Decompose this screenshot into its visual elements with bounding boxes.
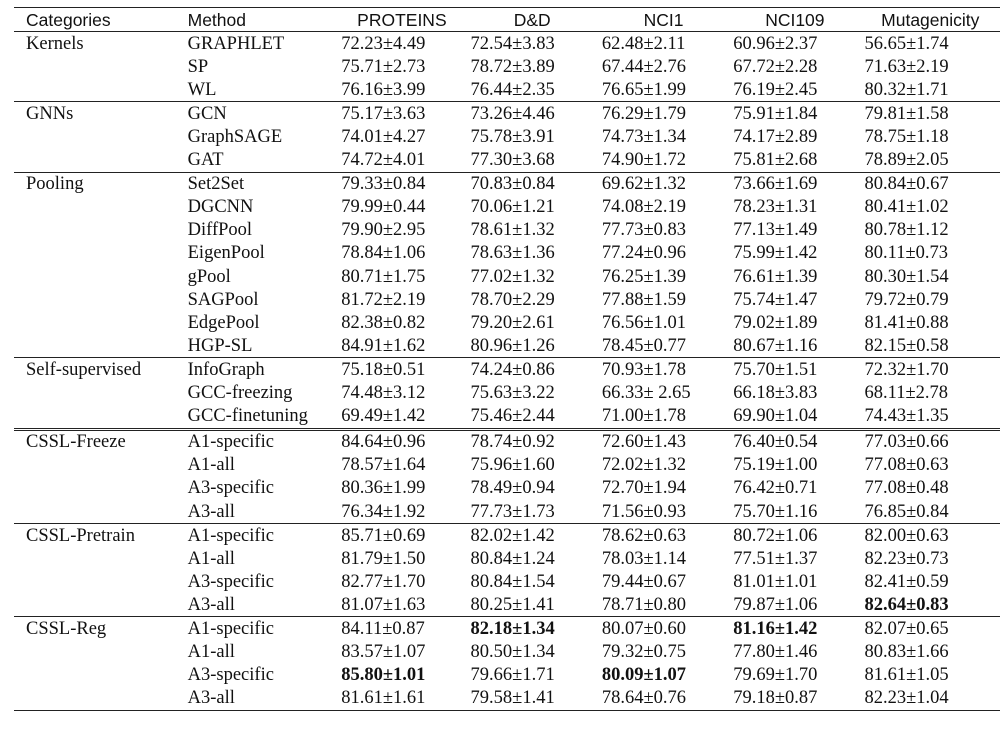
value-cell-mutagenicity: 81.41±0.88 [864, 312, 949, 333]
table-row [14, 477, 1000, 500]
value-cell-nci1: 80.07±0.60 [598, 617, 729, 641]
category-cell [14, 334, 176, 358]
value-cell-proteins: 78.84±1.06 [341, 243, 426, 264]
category-cell [14, 593, 176, 617]
value-cell-mutagenicity: 82.00±0.63 [861, 524, 1000, 548]
value-cell-dd: 75.96±1.60 [470, 455, 555, 476]
value-cell-mutagenicity: 56.65±1.74 [864, 33, 949, 54]
value-cell-nci109: 79.18±0.87 [729, 687, 860, 711]
header-nci1: NCI1 [598, 8, 729, 32]
header-method: Method [176, 8, 338, 32]
value-cell-nci1: 79.32±0.75 [601, 642, 687, 663]
category-cell [14, 641, 176, 664]
category-cell [14, 454, 176, 477]
category-cell [14, 687, 176, 711]
value-cell-nci109: 69.90±1.04 [733, 406, 818, 427]
value-cell-nci109: 77.80±1.46 [733, 642, 818, 663]
value-cell-proteins: 84.91±1.62 [341, 335, 426, 356]
value-cell-nci109: 75.81±2.68 [733, 150, 818, 171]
value-cell-mutagenicity: 76.85±0.84 [864, 501, 949, 522]
category-cell: Self-supervised [14, 358, 176, 382]
value-cell-mutagenicity: 77.08±0.48 [864, 478, 949, 499]
value-cell-mutagenicity: 80.11±0.73 [864, 243, 948, 264]
value-cell-nci1: 72.60±1.43 [598, 429, 729, 454]
table-row [14, 547, 1000, 570]
method-cell: DGCNN [187, 197, 254, 218]
method-cell: A1-all [187, 455, 235, 476]
value-cell-dd: 75.63±3.22 [470, 383, 555, 404]
value-cell-mutagenicity: 82.07±0.65 [861, 617, 1000, 641]
value-cell-dd: 78.49±0.94 [470, 478, 555, 499]
method-cell: A1-all [187, 642, 235, 663]
table-row [14, 55, 1000, 78]
method-cell: A3-specific [187, 665, 274, 686]
value-cell-mutagenicity: 72.32±1.70 [861, 358, 1000, 382]
value-cell-dd: 80.84±1.24 [470, 548, 555, 569]
value-cell-nci109: 76.40±0.54 [729, 429, 860, 454]
value-cell-dd: 79.20±2.61 [470, 312, 555, 333]
value-cell-dd: 78.70±2.29 [470, 289, 555, 310]
header-categories: Categories [14, 8, 176, 32]
value-cell-mutagenicity: 78.89±2.05 [864, 150, 949, 171]
table-body [14, 32, 1000, 711]
value-cell-dd: 80.50±1.34 [470, 642, 555, 663]
method-cell: Set2Set [176, 172, 338, 196]
value-cell-dd: 80.25±1.41 [470, 594, 555, 615]
value-cell-proteins: 80.36±1.99 [341, 478, 426, 499]
category-cell [14, 547, 176, 570]
method-cell: A3-all [187, 594, 235, 615]
value-cell-nci1: 77.88±1.59 [601, 289, 687, 310]
value-cell-proteins: 82.77±1.70 [341, 571, 426, 592]
value-cell-nci109: 67.72±2.28 [733, 56, 818, 77]
method-cell: A1-specific [176, 429, 338, 454]
category-cell: GNNs [14, 102, 176, 126]
value-cell-proteins: 84.11±0.87 [337, 617, 466, 641]
value-cell-dd: 78.74±0.92 [467, 429, 598, 454]
value-cell-mutagenicity: 82.23±0.73 [864, 548, 949, 569]
value-cell-nci109: 75.74±1.47 [733, 289, 818, 310]
method-cell: GCC-finetuning [187, 406, 308, 427]
value-cell-proteins: 79.99±0.44 [341, 197, 426, 218]
category-cell [14, 78, 176, 102]
value-cell-nci1: 77.24±0.96 [601, 243, 687, 264]
value-cell-nci1: 66.33± 2.65 [601, 383, 691, 404]
value-cell-mutagenicity: 79.72±0.79 [864, 289, 949, 310]
table-row [14, 429, 1000, 454]
category-cell: Pooling [14, 172, 176, 196]
value-cell-dd: 70.83±0.84 [467, 172, 598, 196]
category-cell [14, 500, 176, 524]
value-cell-dd: 77.73±1.73 [470, 501, 555, 522]
value-cell-proteins: 75.71±2.73 [341, 56, 426, 77]
table-row [14, 172, 1000, 196]
value-cell-proteins: 74.01±4.27 [341, 127, 426, 148]
value-cell-nci1: 76.56±1.01 [601, 312, 687, 333]
method-cell: EdgePool [187, 312, 260, 333]
value-cell-dd: 80.96±1.26 [470, 335, 555, 356]
method-cell: SP [187, 56, 209, 77]
value-cell-nci1: 79.44±0.67 [601, 571, 687, 592]
category-cell [14, 288, 176, 311]
table-row [14, 570, 1000, 593]
value-cell-mutagenicity: 81.61±1.05 [864, 665, 949, 686]
value-cell-nci109: 76.42±0.71 [733, 478, 818, 499]
value-cell-proteins: 72.23±4.49 [341, 33, 426, 54]
value-cell-nci1: 72.02±1.32 [601, 455, 687, 476]
table-row [14, 664, 1000, 687]
value-cell-proteins: 74.48±3.12 [341, 383, 426, 404]
value-cell-nci1: 78.64±0.76 [598, 687, 729, 711]
value-cell-proteins: 81.72±2.19 [341, 289, 426, 310]
method-cell: A1-specific [176, 617, 338, 641]
value-cell-proteins: 80.71±1.75 [341, 266, 426, 287]
value-cell-proteins: 81.07±1.63 [341, 594, 426, 615]
table-row [14, 32, 1000, 56]
method-cell: SAGPool [187, 289, 259, 310]
value-cell-nci1: 74.90±1.72 [601, 150, 687, 171]
value-cell-proteins: 75.18±0.51 [337, 358, 466, 382]
value-cell-nci1: 76.29±1.79 [598, 102, 729, 126]
value-cell-proteins: 74.72±4.01 [341, 150, 426, 171]
value-cell-nci109: 76.19±2.45 [733, 79, 818, 100]
category-cell [14, 311, 176, 334]
method-cell: DiffPool [187, 220, 253, 241]
method-cell: gPool [187, 266, 231, 287]
value-cell-dd: 79.58±1.41 [467, 687, 598, 711]
value-cell-nci109: 81.01±1.01 [733, 571, 818, 592]
value-cell-proteins: 83.57±1.07 [341, 642, 426, 663]
value-cell-nci109: 77.51±1.37 [733, 548, 818, 569]
header-dd: D&D [467, 8, 598, 32]
category-cell [14, 219, 176, 242]
value-cell-nci109: 78.23±1.31 [733, 197, 818, 218]
value-cell-dd: 80.84±1.54 [470, 571, 555, 592]
table-row [14, 500, 1000, 524]
value-cell-mutagenicity: 80.30±1.54 [864, 266, 949, 287]
value-cell-nci1: 67.44±2.76 [601, 56, 687, 77]
value-cell-nci109: 60.96±2.37 [733, 33, 818, 54]
value-cell-dd: 82.02±1.42 [467, 524, 598, 548]
value-cell-nci1: 78.71±0.80 [601, 594, 687, 615]
value-cell-nci1: 76.65±1.99 [601, 79, 687, 100]
value-cell-nci109: 80.67±1.16 [733, 335, 818, 356]
table-row [14, 358, 1000, 382]
value-cell-nci1: 74.08±2.19 [601, 197, 687, 218]
table-row [14, 334, 1000, 358]
value-cell-proteins: 81.61±1.61 [337, 687, 466, 711]
value-cell-mutagenicity: 78.75±1.18 [864, 127, 949, 148]
value-cell-mutagenicity: 80.78±1.12 [864, 220, 949, 241]
category-cell [14, 382, 176, 405]
table-row [14, 382, 1000, 405]
value-cell-proteins: 79.33±0.84 [337, 172, 466, 196]
value-cell-nci109: 79.69±1.70 [733, 665, 818, 686]
header-proteins: PROTEINS [337, 8, 466, 32]
method-cell: GAT [187, 150, 224, 171]
value-cell-proteins: 81.79±1.50 [341, 548, 426, 569]
value-cell-nci109: 75.70±1.16 [733, 501, 818, 522]
value-cell-proteins: 75.17±3.63 [337, 102, 466, 126]
value-cell-dd: 75.78±3.91 [470, 127, 555, 148]
value-cell-nci1: 80.09±1.07 [601, 665, 687, 686]
value-cell-mutagenicity: 80.41±1.02 [864, 197, 949, 218]
method-cell: HGP-SL [187, 335, 253, 356]
category-cell [14, 477, 176, 500]
table-row [14, 405, 1000, 430]
value-cell-nci1: 70.93±1.78 [598, 358, 729, 382]
method-cell: GRAPHLET [187, 33, 285, 54]
table-row [14, 288, 1000, 311]
value-cell-nci109: 66.18±3.83 [733, 383, 818, 404]
results-table [14, 7, 1000, 711]
method-cell: A1-all [187, 548, 235, 569]
category-cell [14, 196, 176, 219]
value-cell-nci109: 80.72±1.06 [729, 524, 860, 548]
value-cell-dd: 75.46±2.44 [470, 406, 555, 427]
value-cell-mutagenicity: 82.23±1.04 [861, 687, 1000, 711]
table-row [14, 102, 1000, 126]
value-cell-mutagenicity: 74.43±1.35 [864, 406, 949, 427]
value-cell-nci109: 77.13±1.49 [733, 220, 818, 241]
method-cell: A3-all [187, 501, 235, 522]
value-cell-dd: 77.02±1.32 [470, 266, 555, 287]
value-cell-mutagenicity: 79.81±1.58 [861, 102, 1000, 126]
value-cell-nci1: 69.62±1.32 [598, 172, 729, 196]
value-cell-nci1: 74.73±1.34 [601, 127, 687, 148]
method-cell: GCN [176, 102, 338, 126]
table-row [14, 149, 1000, 173]
value-cell-dd: 70.06±1.21 [470, 197, 555, 218]
value-cell-dd: 73.26±4.46 [467, 102, 598, 126]
table-row [14, 687, 1000, 711]
value-cell-dd: 76.44±2.35 [470, 79, 555, 100]
value-cell-proteins: 69.49±1.42 [341, 406, 426, 427]
category-cell: CSSL-Pretrain [14, 524, 176, 548]
value-cell-proteins: 85.71±0.69 [337, 524, 466, 548]
category-cell [14, 664, 176, 687]
table-row [14, 641, 1000, 664]
category-cell [14, 405, 176, 430]
category-cell [14, 242, 176, 265]
value-cell-proteins: 79.90±2.95 [341, 220, 426, 241]
value-cell-dd: 78.72±3.89 [470, 56, 555, 77]
value-cell-proteins: 85.80±1.01 [341, 665, 426, 686]
value-cell-nci109: 75.70±1.51 [729, 358, 860, 382]
category-cell: CSSL-Freeze [14, 429, 176, 454]
value-cell-dd: 74.24±0.86 [467, 358, 598, 382]
table-row [14, 242, 1000, 265]
value-cell-nci109: 75.19±1.00 [733, 455, 818, 476]
value-cell-nci1: 72.70±1.94 [601, 478, 687, 499]
table-row [14, 454, 1000, 477]
value-cell-mutagenicity: 71.63±2.19 [864, 56, 949, 77]
value-cell-mutagenicity: 77.03±0.66 [861, 429, 1000, 454]
table-row [14, 311, 1000, 334]
value-cell-nci1: 78.62±0.63 [598, 524, 729, 548]
table-row [14, 196, 1000, 219]
value-cell-nci109: 81.16±1.42 [729, 617, 860, 641]
header-nci109: NCI109 [729, 8, 860, 32]
header-row [14, 8, 1000, 32]
value-cell-nci1: 78.03±1.14 [601, 548, 687, 569]
value-cell-nci1: 62.48±2.11 [601, 33, 686, 54]
value-cell-proteins: 78.57±1.64 [341, 455, 426, 476]
value-cell-nci109: 73.66±1.69 [729, 172, 860, 196]
value-cell-proteins: 76.16±3.99 [341, 79, 426, 100]
value-cell-proteins: 84.64±0.96 [337, 429, 466, 454]
value-cell-dd: 82.18±1.34 [467, 617, 598, 641]
value-cell-nci109: 76.61±1.39 [733, 266, 818, 287]
table-row [14, 617, 1000, 641]
value-cell-nci1: 71.56±0.93 [601, 501, 687, 522]
method-cell: A3-all [176, 687, 338, 711]
method-cell: A3-specific [187, 571, 274, 592]
value-cell-dd: 77.30±3.68 [470, 150, 555, 171]
category-cell: CSSL-Reg [14, 617, 176, 641]
value-cell-nci109: 79.87±1.06 [733, 594, 818, 615]
value-cell-mutagenicity: 82.64±0.83 [864, 594, 949, 615]
value-cell-nci1: 76.25±1.39 [601, 266, 687, 287]
category-cell: Kernels [26, 33, 84, 54]
value-cell-proteins: 76.34±1.92 [341, 501, 426, 522]
category-cell [14, 55, 176, 78]
category-cell [14, 265, 176, 288]
value-cell-nci1: 71.00±1.78 [601, 406, 687, 427]
value-cell-proteins: 82.38±0.82 [341, 312, 426, 333]
table-row [14, 593, 1000, 617]
method-cell: GCC-freezing [187, 383, 293, 404]
value-cell-dd: 79.66±1.71 [470, 665, 555, 686]
value-cell-nci109: 74.17±2.89 [733, 127, 818, 148]
value-cell-mutagenicity: 82.41±0.59 [864, 571, 949, 592]
value-cell-nci109: 75.91±1.84 [729, 102, 860, 126]
method-cell: A3-specific [187, 478, 274, 499]
table-row [14, 78, 1000, 102]
table-row [14, 265, 1000, 288]
category-cell [14, 570, 176, 593]
value-cell-mutagenicity: 80.83±1.66 [864, 642, 949, 663]
value-cell-dd: 78.63±1.36 [470, 243, 555, 264]
method-cell: GraphSAGE [187, 127, 283, 148]
value-cell-dd: 72.54±3.83 [470, 33, 555, 54]
value-cell-mutagenicity: 82.15±0.58 [864, 335, 949, 356]
value-cell-nci109: 79.02±1.89 [733, 312, 818, 333]
header-mutagenicity: Mutagenicity [861, 8, 1000, 32]
value-cell-nci1: 78.45±0.77 [601, 335, 687, 356]
value-cell-nci1: 77.73±0.83 [601, 220, 687, 241]
value-cell-mutagenicity: 68.11±2.78 [864, 383, 948, 404]
table-row [14, 125, 1000, 148]
value-cell-nci109: 75.99±1.42 [733, 243, 818, 264]
value-cell-dd: 78.61±1.32 [470, 220, 555, 241]
table-row [14, 219, 1000, 242]
value-cell-mutagenicity: 80.32±1.71 [864, 79, 949, 100]
category-cell [14, 125, 176, 148]
method-cell: InfoGraph [176, 358, 338, 382]
value-cell-mutagenicity: 80.84±0.67 [861, 172, 1000, 196]
method-cell: EigenPool [187, 243, 265, 264]
method-cell: A1-specific [176, 524, 338, 548]
method-cell: WL [187, 79, 217, 100]
category-cell [14, 149, 176, 173]
value-cell-mutagenicity: 77.08±0.63 [864, 455, 949, 476]
table-row [14, 524, 1000, 548]
